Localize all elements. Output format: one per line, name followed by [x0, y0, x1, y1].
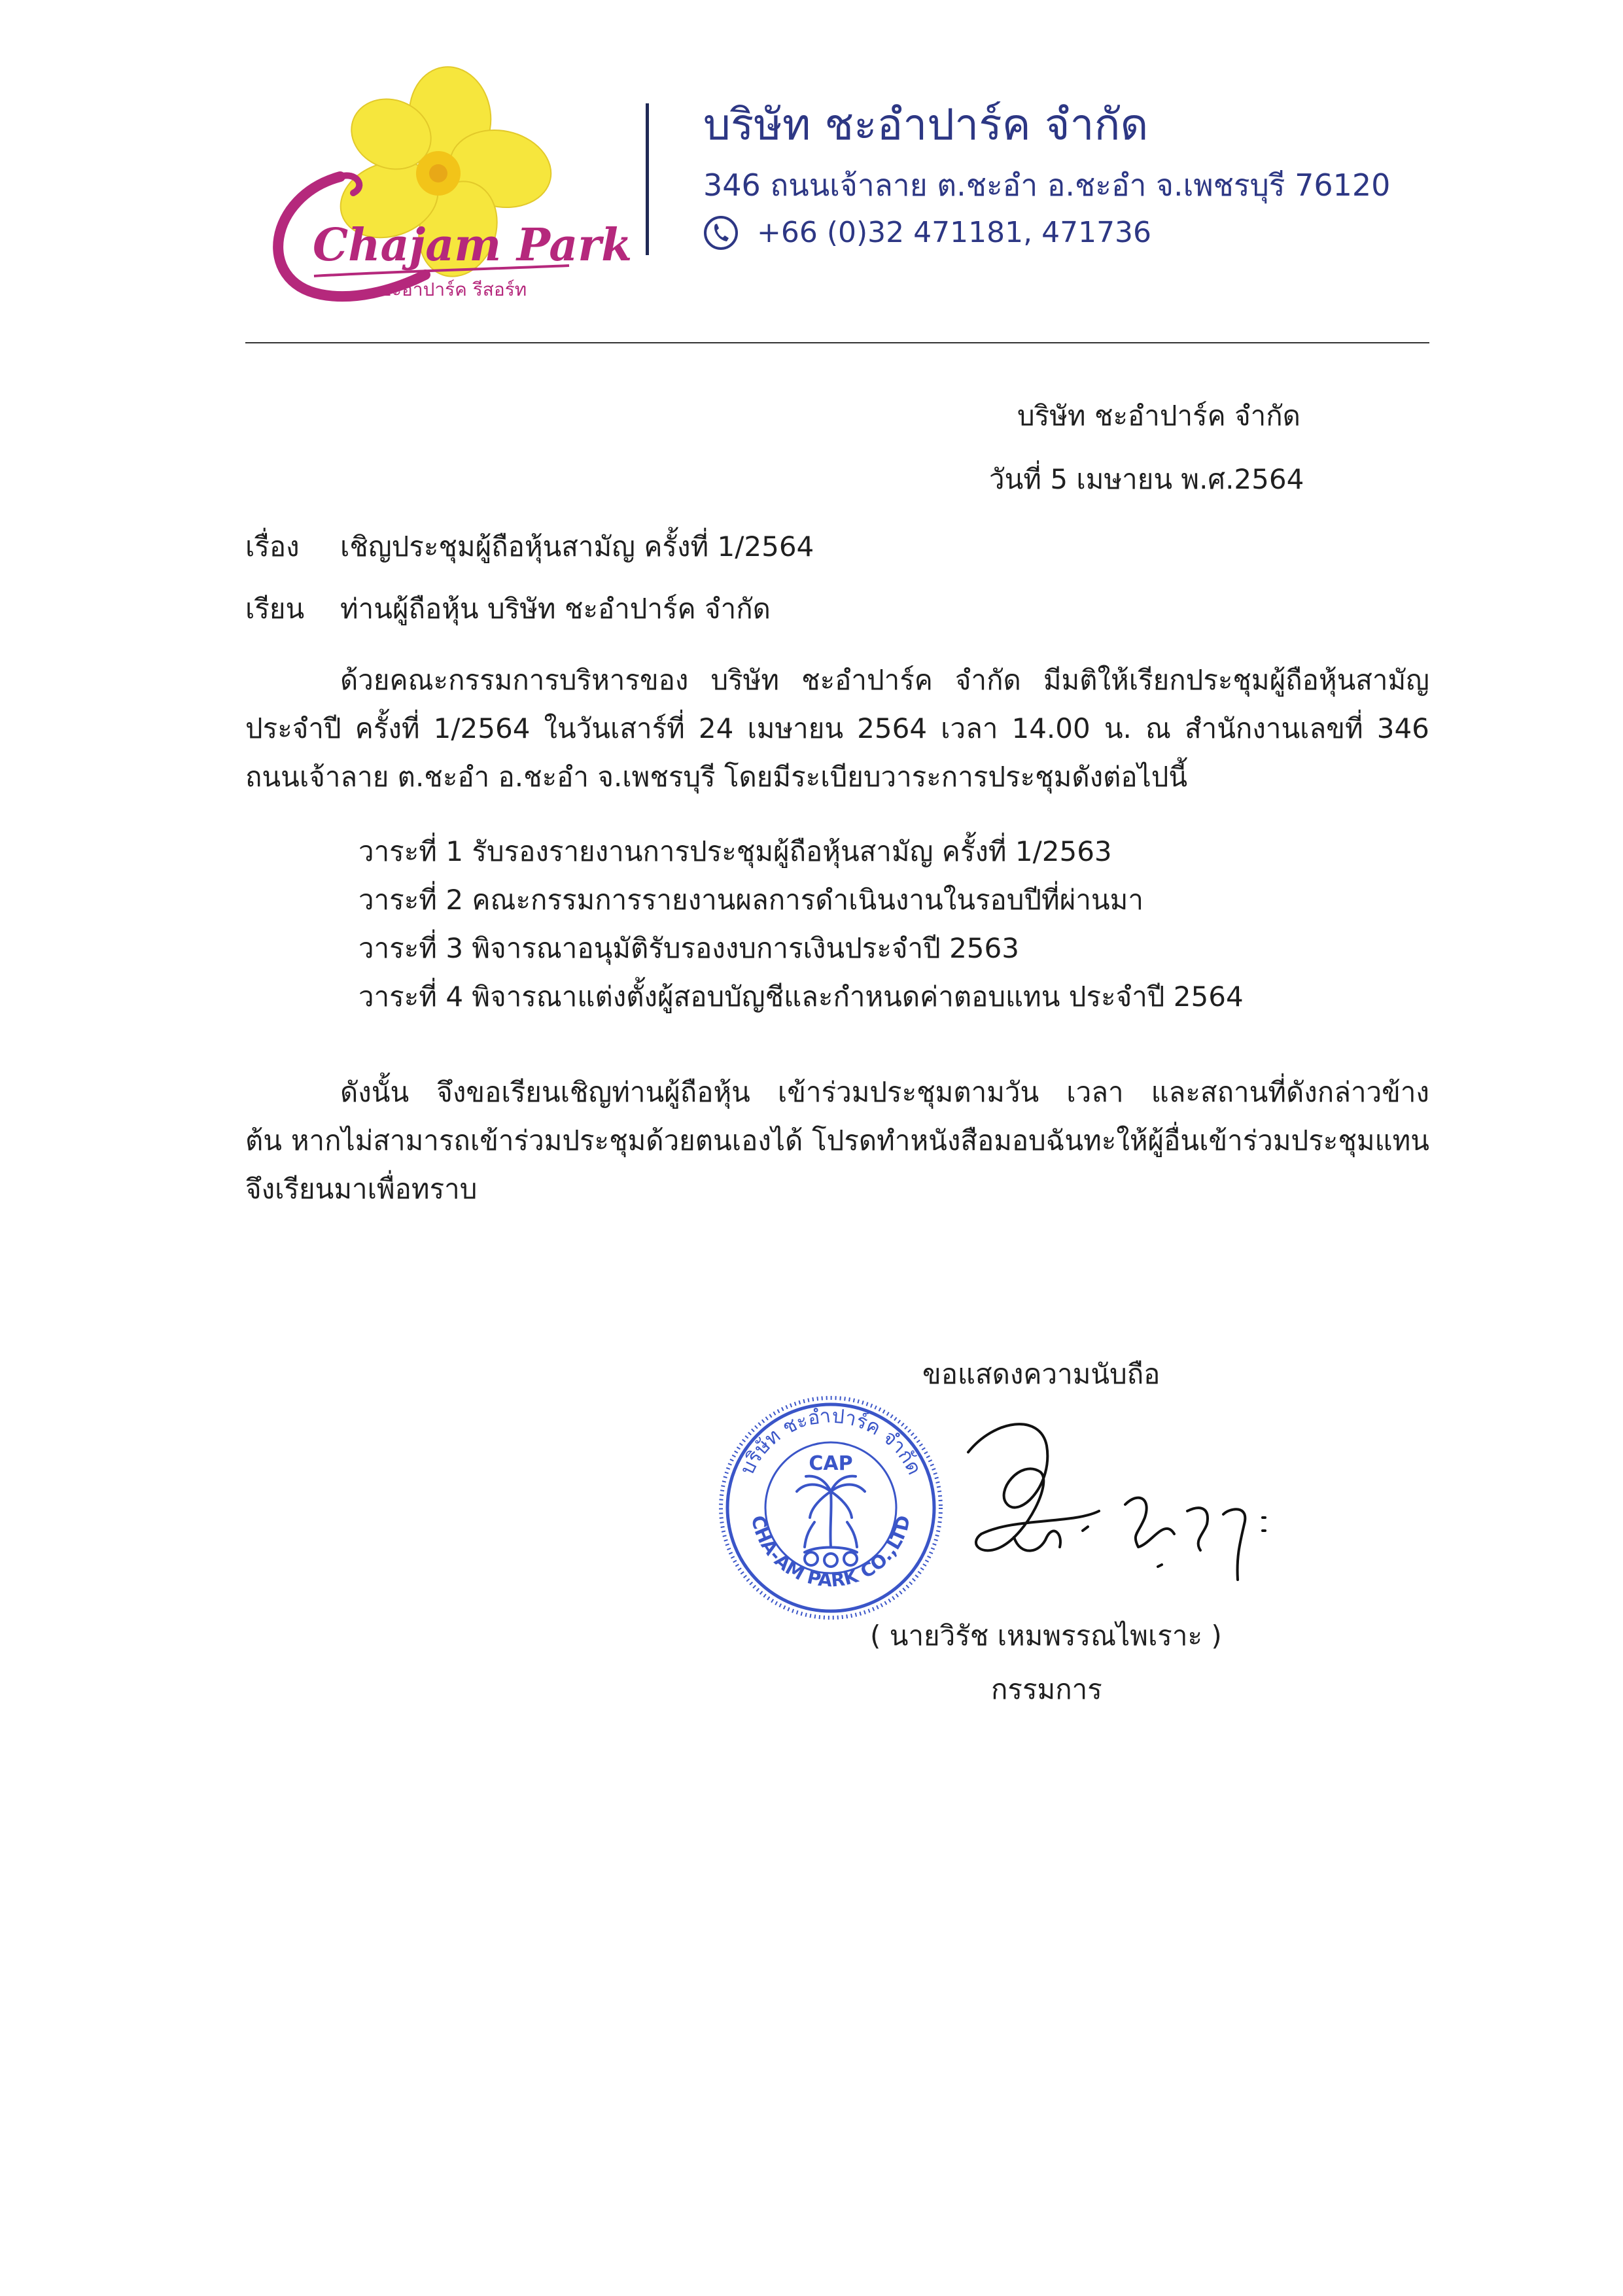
- signer-title: กรรมการ: [991, 1673, 1102, 1705]
- paragraph-word: ชะอำปาร์ค: [801, 664, 933, 696]
- seal-top-text: บริษัท ชะอำปาร์ค จำกัด: [735, 1404, 926, 1479]
- recipient-label: เรียน: [245, 593, 305, 625]
- paragraph-word: จึงขอเรียนเชิญท่านผู้ถือหุ้น: [436, 1076, 750, 1108]
- company-phone-row: [703, 215, 1151, 251]
- agenda-item: วาระที่ 1 รับรองรายงานการประชุมผู้ถือหุ้นสามัญ ครั้งที่ 1/2563: [358, 835, 1112, 867]
- sender-company: บริษัท ชะอำปาร์ค จำกัด: [1017, 400, 1300, 432]
- phone-icon: [703, 215, 739, 251]
- paragraph-line: [245, 1117, 1429, 1165]
- paragraph-line: จึงเรียนมาเพื่อทราบ: [245, 1173, 478, 1205]
- agenda-item: วาระที่ 3 พิจารณาอนุมัติรับรองงบการเงินประจำปี 2563: [358, 932, 1019, 964]
- paragraph-word: ประจำปี: [245, 712, 341, 744]
- subject-label: เรื่อง: [245, 531, 300, 563]
- paragraph-word: ครั้งที่: [355, 712, 420, 744]
- paragraph-word: เมษายน: [747, 712, 844, 744]
- paragraph-word: เข้าร่วมประชุมตามวัน: [777, 1076, 1039, 1108]
- paragraph-word: น.: [1104, 712, 1132, 744]
- agenda-item: วาระที่ 2 คณะกรรมการรายงานผลการดำเนินงานในรอบปีที่ผ่านมา: [358, 884, 1143, 916]
- paragraph-word: เวลา: [1066, 1076, 1124, 1108]
- paragraph-word: ในวันเสาร์ที่: [544, 712, 685, 744]
- paragraph-word: 346: [1376, 712, 1429, 744]
- letterhead-divider: [646, 103, 649, 255]
- paragraph-line: ถนนเจ้าลาย ต.ชะอำ อ.ชะอำ จ.เพชรบุรี โดยมีระเบียบวาระการประชุมดังต่อไปนี้: [245, 761, 1188, 793]
- paragraph-line: [245, 1068, 1429, 1117]
- paragraph-word: โปรดทำหนังสือมอบฉันทะให้ผู้อื่นเข้าร่วมประชุมแทน: [812, 1124, 1429, 1157]
- letter-date: วันที่ 5 เมษายน พ.ศ.2564: [989, 463, 1304, 495]
- paragraph-line: [245, 704, 1429, 753]
- company-logo: [242, 65, 633, 307]
- logo-subtext: ชะอำปาร์ค รีสอร์ท: [379, 279, 527, 300]
- company-phone: +66 (0)32 471181, 471736: [757, 216, 1152, 249]
- agenda-list: [358, 827, 1244, 1021]
- paragraph-word: ต้น: [245, 1124, 282, 1157]
- paragraph-word: บริษัท: [710, 664, 780, 696]
- logo-wordmark: Chajam Park: [313, 219, 633, 271]
- paragraph-word: หากไม่สามารถเข้าร่วมประชุมด้วยตนเองได้: [290, 1124, 803, 1157]
- paragraph-word: 24: [698, 712, 734, 744]
- header-rule: [245, 342, 1429, 343]
- company-name: บริษัท ชะอำปาร์ค จำกัด: [703, 99, 1149, 150]
- paragraph-word: และสถานที่ดังกล่าวข้าง: [1151, 1076, 1429, 1108]
- signer-name: ( นายวิรัช เหมพรรณไพเราะ ): [870, 1620, 1222, 1652]
- company-seal: [707, 1383, 955, 1632]
- paragraph-word: ดังนั้น: [340, 1076, 410, 1108]
- seal-center-text: CAP: [809, 1452, 853, 1475]
- recipient-text: ท่านผู้ถือหุ้น บริษัท ชะอำปาร์ค จำกัด: [340, 593, 771, 625]
- paragraph-word: มีมติให้เรียกประชุมผู้ถือหุ้นสามัญ: [1043, 664, 1429, 696]
- paragraph-word: ณ: [1145, 712, 1171, 744]
- seal-bottom-text: CHA-AM PARK CO.,LTD: [746, 1513, 915, 1592]
- paragraph-line: [245, 656, 1429, 704]
- subject-text: เชิญประชุมผู้ถือหุ้นสามัญ ครั้งที่ 1/2564: [340, 531, 814, 563]
- paragraph-word: 14.00: [1011, 712, 1091, 744]
- body-paragraph-2: [245, 1068, 1429, 1213]
- body-paragraph-1: [245, 656, 1429, 801]
- paragraph-word: 1/2564: [433, 712, 531, 744]
- palm-tree-icon: [797, 1476, 865, 1567]
- paragraph-word: เวลา: [941, 712, 998, 744]
- paragraph-word: ด้วยคณะกรรมการบริหารของ: [340, 664, 689, 696]
- agenda-item: วาระที่ 4 พิจารณาแต่งตั้งผู้สอบบัญชีและกำหนดค่าตอบแทน ประจำปี 2564: [358, 981, 1244, 1013]
- paragraph-word: จำกัด: [954, 664, 1021, 696]
- paragraph-word: 2564: [857, 712, 928, 744]
- closing-text: ขอแสดงความนับถือ: [922, 1358, 1161, 1390]
- paragraph-word: สำนักงานเลขที่: [1185, 712, 1363, 744]
- handwritten-signature: [942, 1393, 1282, 1609]
- company-address: 346 ถนนเจ้าลาย ต.ชะอำ อ.ชะอำ จ.เพชรบุรี 76120: [703, 167, 1391, 203]
